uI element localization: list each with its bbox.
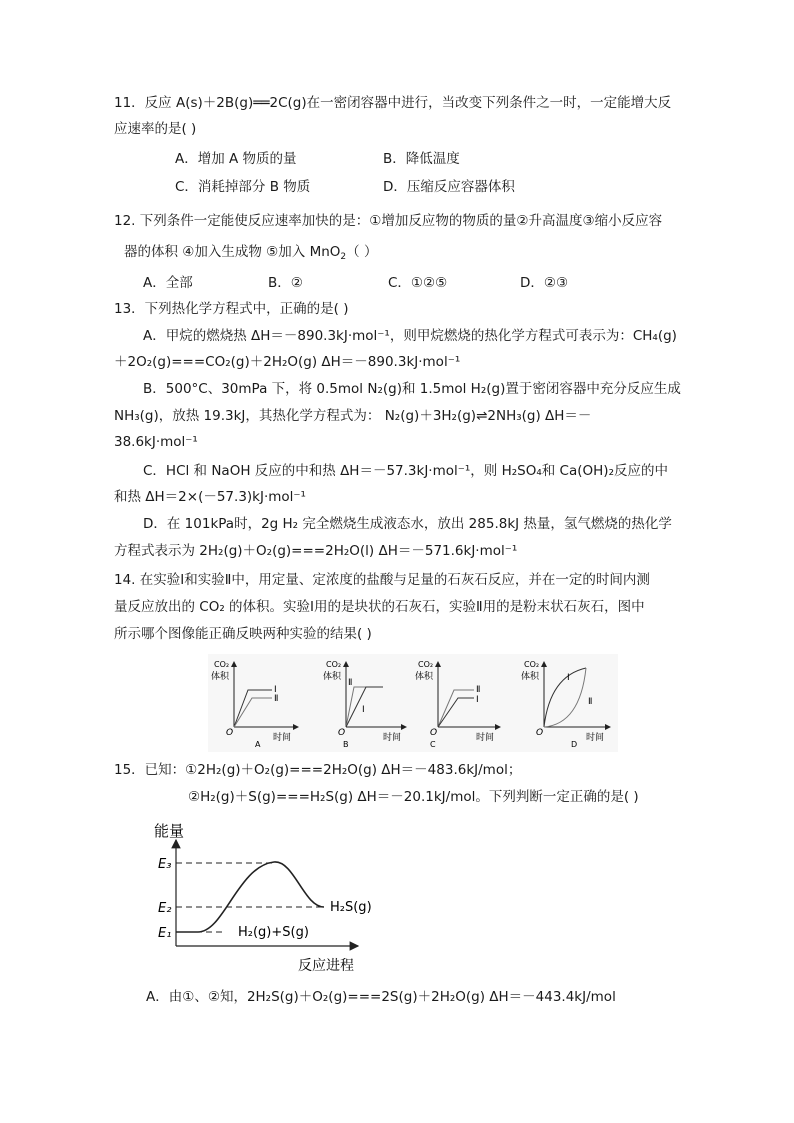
graph-d-label-1: Ⅰ	[567, 673, 570, 683]
graph-d-origin: O	[536, 728, 544, 738]
e2-label: E₂	[158, 901, 172, 916]
q14-stem-line3: 所示哪个图像能正确反映两种实验的结果( )	[114, 626, 372, 642]
graph-b-letter: B	[343, 740, 349, 749]
energy-curve	[176, 862, 324, 932]
graph-c-ylabel-volume: 体积	[415, 672, 434, 682]
q15-energy-diagram	[146, 818, 376, 978]
q12-option-b: B．②	[268, 275, 303, 291]
graph-c-letter: C	[430, 740, 436, 749]
graph-a-label-2: Ⅱ	[274, 694, 279, 704]
q12-stem-line2	[124, 243, 377, 261]
q11-option-b: B．降低温度	[383, 151, 460, 167]
graph-d-label-2: Ⅱ	[588, 697, 593, 707]
graph-c-xlabel: 时间	[476, 733, 495, 743]
q13-option-b-line3: 38.6kJ·mol⁻¹	[114, 434, 198, 450]
q12-stem-line2-paren: （ ）	[346, 244, 378, 260]
q12-option-d: D．②③	[520, 275, 569, 291]
graph-d-xlabel: 时间	[586, 733, 605, 743]
graph-a-ylabel-co2: CO₂	[214, 660, 230, 669]
q13-option-c-line1: C．HCl 和 NaOH 反应的中和热 ΔH＝－57.3kJ·mol⁻¹，则 H₂SO₄和 Ca(OH)₂反应的中	[143, 463, 668, 479]
graph-c-origin: O	[430, 728, 438, 738]
graph-a-letter: A	[255, 740, 261, 749]
graph-d-ylabel-volume: 体积	[521, 672, 540, 682]
q15-stem-line2: ②H₂(g)＋S(g)===H₂S(g) ΔH＝－20.1kJ/mol。下列判断一定正确的是( )	[188, 789, 639, 805]
e1-label: E₁	[158, 926, 172, 941]
graph-b-label-1: Ⅰ	[362, 705, 365, 715]
graph-d-letter: D	[571, 740, 578, 749]
q11-option-d: D．压缩反应容器体积	[383, 179, 515, 195]
graph-c-ylabel-co2: CO₂	[418, 660, 434, 669]
q11-stem-line1: 11．反应 A(s)＋2B(g)══2C(g)在一密闭容器中进行，当改变下列条件之一时，一定能增大反	[114, 95, 672, 111]
energy-xlabel: 反应进程	[298, 958, 354, 974]
graph-a-ylabel-volume: 体积	[211, 672, 230, 682]
q11-stem-line2: 应速率的是( )	[114, 121, 197, 137]
graph-b-ylabel-volume: 体积	[323, 672, 342, 682]
energy-ylabel: 能量	[154, 822, 185, 840]
q13-option-d-line2: 方程式表示为 2H₂(g)＋O₂(g)===2H₂O(l) ΔH＝－571.6kJ·mol⁻¹	[114, 543, 518, 559]
q13-option-a-line2: ＋2O₂(g)===CO₂(g)＋2H₂O(g) ΔH＝－890.3kJ·mol⁻¹	[114, 354, 461, 370]
e3-label: E₃	[158, 857, 172, 872]
q11-option-a: A．增加 A 物质的量	[175, 151, 297, 167]
q13-option-c-line2: 和热 ΔH＝2×(－57.3)kJ·mol⁻¹	[114, 489, 306, 505]
q15-stem-line1: 15．已知：①2H₂(g)＋O₂(g)===2H₂O(g) ΔH＝－483.6kJ/mol；	[114, 762, 522, 778]
graph-b-origin: O	[338, 728, 346, 738]
product-label: H₂S(g)	[330, 900, 372, 915]
q13-option-b-line2: NH₃(g)，放热 19.3kJ，其热化学方程式为： N₂(g)＋3H₂(g)⇌2NH₃(g) ΔH＝－	[114, 408, 592, 424]
q14-stem-line2: 量反应放出的 CO₂ 的体积。实验Ⅰ用的是块状的石灰石，实验Ⅱ用的是粉末状石灰石，图中	[114, 599, 645, 615]
q14-graphs	[208, 654, 618, 752]
q13-stem: 13．下列热化学方程式中，正确的是( )	[114, 301, 349, 317]
graph-a-origin: O	[226, 728, 234, 738]
q14-stem-line1: 14. 在实验Ⅰ和实验Ⅱ中，用定量、定浓度的盐酸与足量的石灰石反应，并在一定的时间内测	[114, 572, 650, 588]
q11-option-c: C．消耗掉部分 B 物质	[175, 179, 311, 195]
q13-option-b-line1: B．500°C、30mPa 下，将 0.5mol N₂(g)和 1.5mol H₂(g)置于密闭容器中充分反应生成	[143, 381, 681, 397]
q12-option-c: C．①②⑤	[388, 275, 448, 291]
q12-option-a: A．全部	[143, 275, 193, 291]
graph-a-xlabel: 时间	[273, 733, 292, 743]
q12-stem-line1: 12. 下列条件一定能使反应速率加快的是：①增加反应物的物质的量②升高温度③缩小反应容	[114, 213, 663, 229]
graph-d-ylabel-co2: CO₂	[524, 660, 540, 669]
q14-graphs-background	[208, 654, 618, 752]
q15-option-a: A．由①、②知，2H₂S(g)＋O₂(g)===2S(g)＋2H₂O(g) ΔH＝－443.4kJ/mol	[146, 989, 616, 1005]
graph-b-xlabel: 时间	[383, 733, 402, 743]
graph-a-label-1: Ⅰ	[274, 685, 277, 695]
graph-c-label-1: Ⅰ	[476, 695, 479, 705]
q13-option-a-line1: A．甲烷的燃烧热 ΔH＝－890.3kJ·mol⁻¹，则甲烷燃烧的热化学方程式可表示为：CH₄(g)	[143, 328, 677, 344]
reactant-label: H₂(g)+S(g)	[238, 925, 309, 940]
q12-stem-line2-text: 器的体积 ④加入生成物 ⑤加入 MnO	[124, 244, 341, 260]
q13-option-d-line1: D．在 101kPa时，2g H₂ 完全燃烧生成液态水，放出 285.8kJ 热量，氢气燃烧的热化学	[143, 516, 672, 532]
q12-mno2-subscript: 2	[340, 252, 347, 262]
graph-c-label-2: Ⅱ	[476, 685, 481, 695]
graph-b-ylabel-co2: CO₂	[326, 660, 342, 669]
graph-b-label-2: Ⅱ	[348, 678, 353, 688]
